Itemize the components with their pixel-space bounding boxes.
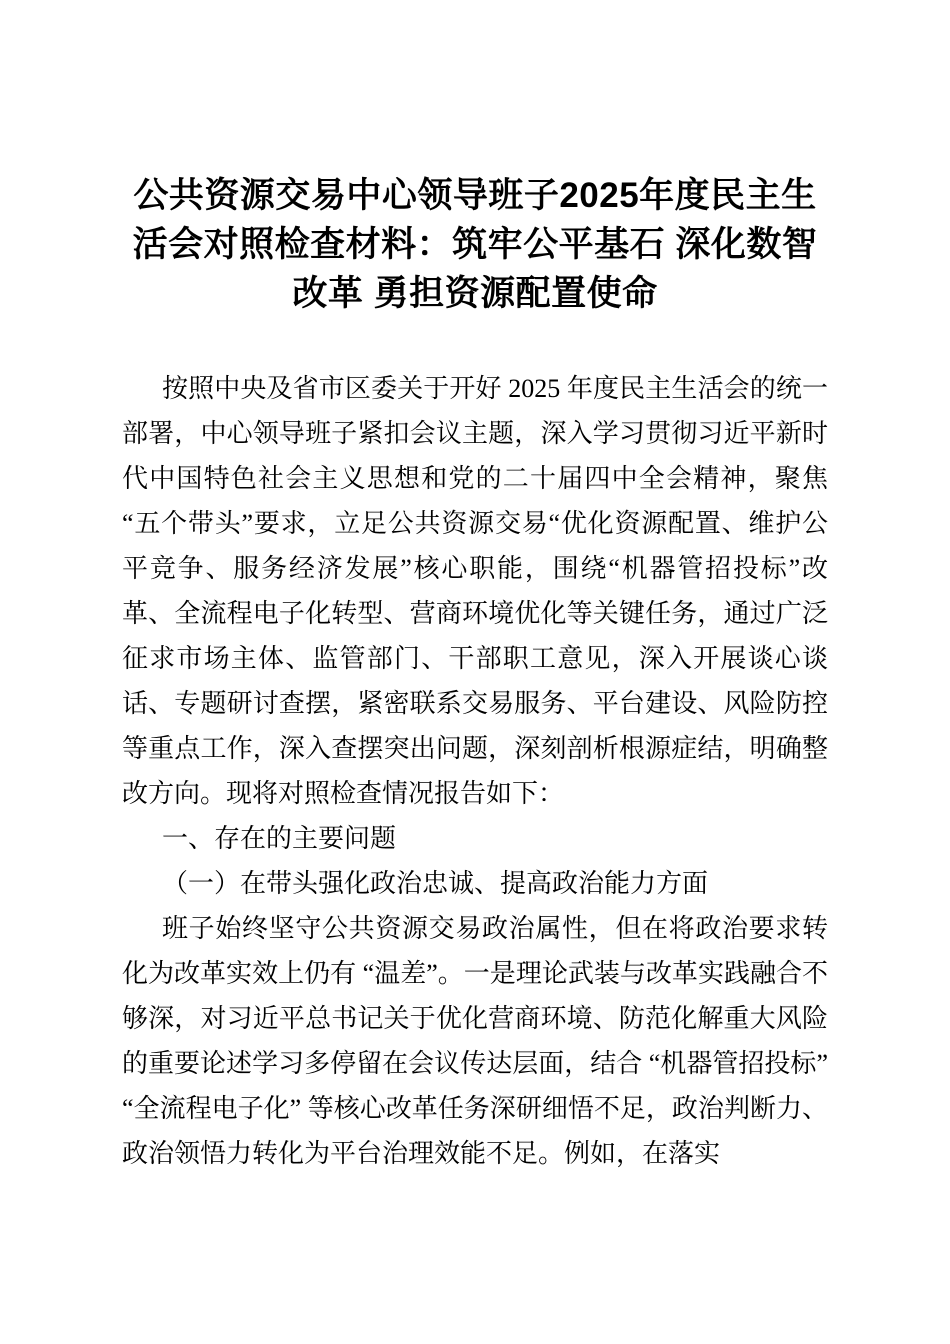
subsection-heading-political-loyalty: （一）在带头强化政治忠诚、提高政治能力方面 [162,869,709,898]
body-paragraph-intro: 按照中央及省市区委关于开好 2025 年度民主生活会的统一部署，中心领导班子紧扣会议主题，深入学习贯彻习近平新时代中国特色社会主义思想和党的二十届四中全会精神，聚焦“五个带头”要求，立足公共资源交易“优化资源配置、维护公平竞争、服务经济发展”核心职能，围绕“机器管招投标”改革、全流程电子化转型、营商环境优化等关键任务，通过广泛征求市场主体、监管部门、干部职工意见，深入开展谈心谈话、专题研讨查摆，紧密联系交易服务、平台建设、风险防控等重点工作，深入查摆突出问题，深刻剖析根源症结，明确整改方向。现将对照检查情况报告如下： [122,374,828,808]
section-heading-main-problems: 一、存在的主要问题 [162,824,397,853]
body-paragraph-problem-analysis: 班子始终坚守公共资源交易政治属性，但在将政治要求转化为改革实效上仍有 “温差”。一是理论武装与改革实践融合不够深，对习近平总书记关于优化营商环境、防范化解重大风险的重要论述学习多停留在会议传达层面，结合 “机器管招投标”“全流程电子化” 等核心改革任务深研细悟不足，政治判断力、政治领悟力转化为平台治理效能不足。例如，在落实 [122,914,828,1168]
document-title: 公共资源交易中心领导班子2025年度民主生活会对照检查材料：筑牢公平基石 深化数智改革 勇担资源配置使命 [132,176,818,313]
document-body [122,366,828,1176]
